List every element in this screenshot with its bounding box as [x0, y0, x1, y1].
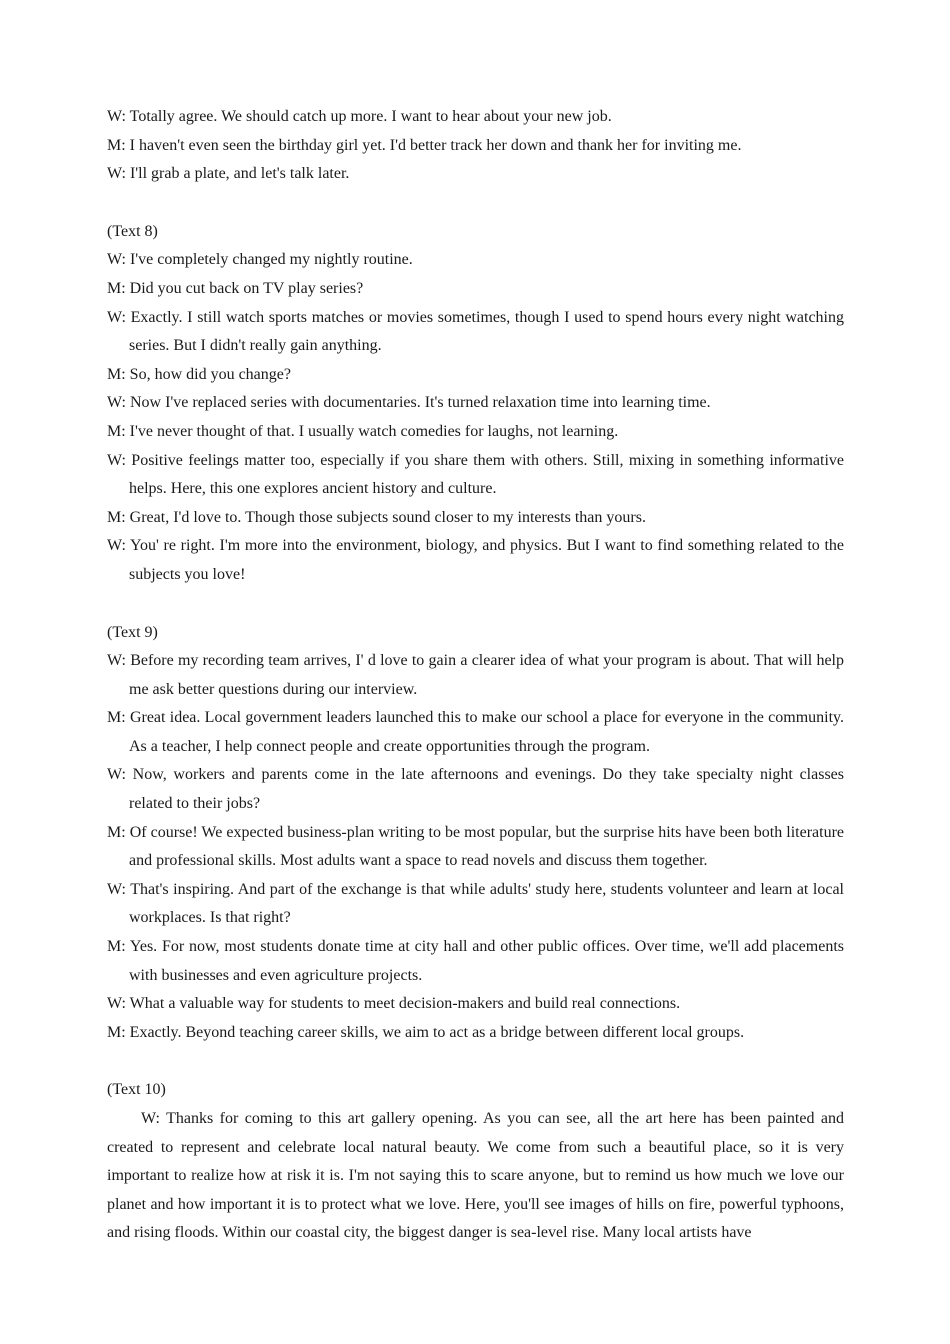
section-heading-text-10: (Text 10) — [107, 1081, 166, 1099]
dialogue-line: W: That's inspiring. And part of the exchange is that while adults' study here, students volunteer and learn at local workplaces. Is that right? — [107, 880, 844, 927]
dialogue-line: W: I'll grab a plate, and let's talk later. — [107, 165, 350, 183]
dialogue-line: W: Before my recording team arrives, I' d love to gain a clearer idea of what your program is about. That will help me ask better questions during our interview. — [107, 652, 844, 698]
dialogue-line: M: Exactly. Beyond teaching career skills, we aim to act as a bridge between different local groups. — [107, 1023, 745, 1041]
dialogue-line: W: Now I've replaced series with documentaries. It's turned relaxation time into learning time. — [107, 394, 711, 412]
dialogue-line: W: You' re right. I'm more into the environment, biology, and physics. But I want to find something related to the subjects you love! — [107, 537, 844, 583]
section-gap — [107, 1047, 844, 1076]
dialogue-line: W: Now, workers and parents come in the late afternoons and evenings. Do they take specialty night classes related to their jobs? — [107, 766, 844, 813]
dialogue-line: W: Exactly. I still watch sports matches or movies sometimes, though I used to spend hours every night watching series. But I didn't really gain anything. — [107, 308, 844, 355]
dialogue-line: M: Of course! We expected business-plan writing to be most popular, but the surprise hits have been both literature and professional skills. Most adults want a space to read novels and discuss them together. — [107, 823, 844, 870]
dialogue-line: W: I've completely changed my nightly routine. — [107, 251, 413, 269]
dialogue-line: W: Totally agree. We should catch up more. I want to hear about your new job. — [107, 108, 612, 125]
dialogue-line: M: Yes. For now, most students donate time at city hall and other public offices. Over time, we'll add placements with businesses and even agriculture projects. — [107, 938, 844, 984]
dialogue-line: M: Great, I'd love to. Though those subjects sound closer to my interests than yours. — [107, 508, 646, 526]
dialogue-line: M: I haven't even seen the birthday girl yet. I'd better track her down and thank her for inviting me. — [107, 136, 742, 154]
dialogue-line: M: Great idea. Local government leaders launched this to make our school a place for everyone in the community. As a teacher, I help connect people and create opportunities through the program. — [107, 709, 844, 755]
section-heading-text-9: (Text 9) — [107, 623, 158, 641]
document-page — [107, 103, 844, 1248]
section-gap — [107, 590, 844, 619]
dialogue-line: M: Did you cut back on TV play series? — [107, 279, 364, 297]
dialogue-line: W: What a valuable way for students to meet decision-makers and build real connections. — [107, 995, 681, 1013]
dialogue-line: M: I've never thought of that. I usually watch comedies for laughs, not learning. — [107, 422, 619, 440]
section-gap — [107, 189, 844, 218]
dialogue-line: M: So, how did you change? — [107, 365, 291, 383]
section-heading-text-8: (Text 8) — [107, 222, 158, 240]
monologue-paragraph: W: Thanks for coming to this art gallery opening. As you can see, all the art here has been painted and created to represent and celebrate local natural beauty. We come from such a beautiful place, so it is very important to realize how at risk it is. I'm not saying this to scare anyone, but to remind us how much we love our planet and how important it is to protect what we love. Here, you'll see images of hills on fire, powerful typhoons, and rising floods. Within our coastal city, the biggest danger is sea-level rise. Many local artists have — [107, 1110, 844, 1242]
dialogue-line: W: Positive feelings matter too, especially if you share them with others. Still, mixing in something informative helps. Here, this one explores ancient history and culture. — [107, 451, 844, 498]
